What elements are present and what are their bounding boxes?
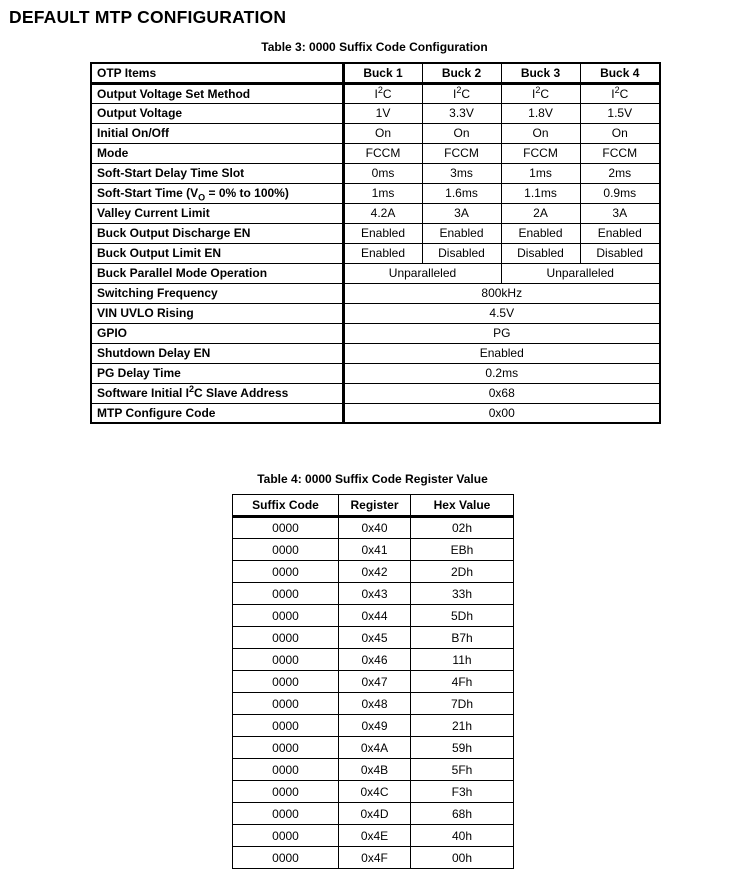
otp-item-label: Buck Parallel Mode Operation	[91, 263, 343, 283]
otp-value-cell: On	[501, 123, 580, 143]
column-header: OTP Items	[91, 63, 343, 83]
table-row	[91, 163, 660, 183]
otp-value-cell: FCCM	[501, 143, 580, 163]
otp-value-cell: 1V	[343, 103, 422, 123]
otp-value-cell: Enabled	[580, 223, 660, 243]
otp-item-label: GPIO	[91, 323, 343, 343]
table-row	[233, 517, 514, 539]
otp-item-label: Soft-Start Time ($V_O = 0\%$ to 100%)	[91, 183, 343, 203]
table-row	[233, 671, 514, 693]
otp-value-cell: 3A	[422, 203, 501, 223]
hex-value-cell: 68h	[411, 803, 514, 825]
table-row	[233, 583, 514, 605]
hex-value-cell: 4Fh	[411, 671, 514, 693]
table-row	[233, 715, 514, 737]
hex-value-cell: 5Fh	[411, 759, 514, 781]
otp-value-cell: FCCM	[343, 143, 422, 163]
hex-value-cell: 02h	[411, 517, 514, 539]
table4-body	[233, 517, 514, 869]
otp-value-cell: 4.2A	[343, 203, 422, 223]
register-cell: 0x42	[339, 561, 411, 583]
otp-value-cell: PG	[343, 323, 660, 343]
register-cell: 0x41	[339, 539, 411, 561]
column-header: Buck 2	[422, 63, 501, 83]
otp-value-cell: 3ms	[422, 163, 501, 183]
otp-item-label: Switching Frequency	[91, 283, 343, 303]
otp-item-label: Output Voltage Set Method	[91, 83, 343, 103]
otp-value-cell: $I^2C$	[422, 83, 501, 103]
column-header: Hex Value	[411, 495, 514, 517]
otp-value-cell: Enabled	[422, 223, 501, 243]
table-header-row	[91, 63, 660, 83]
hex-value-cell: 33h	[411, 583, 514, 605]
otp-value-cell: 0x68	[343, 383, 660, 403]
otp-value-cell: 0.9ms	[580, 183, 660, 203]
otp-item-label: PG Delay Time	[91, 363, 343, 383]
otp-item-label: Soft-Start Delay Time Slot	[91, 163, 343, 183]
register-cell: 0x43	[339, 583, 411, 605]
table-row	[91, 223, 660, 243]
otp-value-cell: Enabled	[343, 243, 422, 263]
table3-body	[91, 83, 660, 423]
suffix-code-cell: 0000	[233, 759, 339, 781]
otp-value-cell: Unparalleled	[343, 263, 501, 283]
register-cell: 0x40	[339, 517, 411, 539]
otp-value-cell: 1ms	[501, 163, 580, 183]
otp-value-cell: On	[580, 123, 660, 143]
suffix-code-cell: 0000	[233, 803, 339, 825]
otp-item-label: VIN UVLO Rising	[91, 303, 343, 323]
otp-item-label: Output Voltage	[91, 103, 343, 123]
register-cell: 0x4A	[339, 737, 411, 759]
otp-value-cell: Disabled	[501, 243, 580, 263]
suffix-code-cell: 0000	[233, 693, 339, 715]
register-cell: 0x4F	[339, 847, 411, 869]
suffix-code-cell: 0000	[233, 825, 339, 847]
otp-value-cell: 0.2ms	[343, 363, 660, 383]
otp-value-cell: 2ms	[580, 163, 660, 183]
table-row	[233, 759, 514, 781]
otp-item-label: Valley Current Limit	[91, 203, 343, 223]
table-row	[91, 263, 660, 283]
register-cell: 0x4D	[339, 803, 411, 825]
register-cell: 0x49	[339, 715, 411, 737]
otp-value-cell: 1.6ms	[422, 183, 501, 203]
table-row	[233, 737, 514, 759]
table-row	[233, 539, 514, 561]
otp-value-cell: 3A	[580, 203, 660, 223]
table-row	[233, 627, 514, 649]
otp-item-label: Buck Output Discharge EN	[91, 223, 343, 243]
table-header-row	[233, 495, 514, 517]
column-header: Buck 1	[343, 63, 422, 83]
table-row	[91, 323, 660, 343]
page-title: DEFAULT MTP CONFIGURATION	[9, 7, 287, 27]
otp-value-cell: Enabled	[343, 343, 660, 363]
otp-value-cell: Disabled	[422, 243, 501, 263]
table-row	[233, 649, 514, 671]
otp-value-cell: 1.1ms	[501, 183, 580, 203]
hex-value-cell: 7Dh	[411, 693, 514, 715]
otp-item-label: Buck Output Limit EN	[91, 243, 343, 263]
otp-item-label: MTP Configure Code	[91, 403, 343, 423]
table-row	[233, 605, 514, 627]
register-cell: 0x47	[339, 671, 411, 693]
register-value-table	[232, 494, 514, 869]
table-row	[91, 303, 660, 323]
suffix-code-cell: 0000	[233, 539, 339, 561]
table-row	[233, 847, 514, 869]
otp-value-cell: 3.3V	[422, 103, 501, 123]
table-row	[91, 123, 660, 143]
suffix-code-cell: 0000	[233, 517, 339, 539]
otp-item-label: Mode	[91, 143, 343, 163]
suffix-code-cell: 0000	[233, 781, 339, 803]
table-row	[91, 143, 660, 163]
otp-value-cell: On	[343, 123, 422, 143]
hex-value-cell: 40h	[411, 825, 514, 847]
otp-item-label: Shutdown Delay EN	[91, 343, 343, 363]
suffix-code-cell: 0000	[233, 583, 339, 605]
otp-value-cell: FCCM	[580, 143, 660, 163]
table-row	[233, 561, 514, 583]
register-cell: 0x45	[339, 627, 411, 649]
otp-value-cell: Enabled	[501, 223, 580, 243]
column-header: Suffix Code	[233, 495, 339, 517]
table-row	[91, 103, 660, 123]
register-cell: 0x4B	[339, 759, 411, 781]
table-row	[91, 403, 660, 423]
register-cell: 0x4C	[339, 781, 411, 803]
hex-value-cell: B7h	[411, 627, 514, 649]
table-row	[233, 781, 514, 803]
suffix-code-cell: 0000	[233, 649, 339, 671]
otp-value-cell: $I^2C$	[501, 83, 580, 103]
otp-value-cell: On	[422, 123, 501, 143]
table-row	[233, 825, 514, 847]
suffix-code-cell: 0000	[233, 627, 339, 649]
table-row	[91, 383, 660, 403]
column-header: Register	[339, 495, 411, 517]
table-row	[91, 343, 660, 363]
hex-value-cell: F3h	[411, 781, 514, 803]
register-value-section	[232, 472, 513, 869]
suffix-code-cell: 0000	[233, 737, 339, 759]
table-row	[91, 283, 660, 303]
otp-value-cell: 1.5V	[580, 103, 660, 123]
otp-configuration-table	[90, 62, 661, 424]
column-header: Buck 4	[580, 63, 660, 83]
otp-value-cell: Enabled	[343, 223, 422, 243]
table-row	[91, 83, 660, 103]
otp-value-cell: 2A	[501, 203, 580, 223]
otp-item-label: Initial On/Off	[91, 123, 343, 143]
hex-value-cell: 2Dh	[411, 561, 514, 583]
column-header: Buck 3	[501, 63, 580, 83]
otp-value-cell: 1ms	[343, 183, 422, 203]
table-row	[233, 803, 514, 825]
register-cell: 0x46	[339, 649, 411, 671]
hex-value-cell: 21h	[411, 715, 514, 737]
hex-value-cell: 5Dh	[411, 605, 514, 627]
otp-value-cell: 0x00	[343, 403, 660, 423]
register-cell: 0x44	[339, 605, 411, 627]
hex-value-cell: 00h	[411, 847, 514, 869]
otp-value-cell: FCCM	[422, 143, 501, 163]
suffix-code-cell: 0000	[233, 671, 339, 693]
register-cell: 0x4E	[339, 825, 411, 847]
hex-value-cell: 11h	[411, 649, 514, 671]
register-cell: 0x48	[339, 693, 411, 715]
table3-caption: Table 3: 0000 Suffix Code Configuration	[261, 40, 488, 54]
table-row	[91, 203, 660, 223]
otp-value-cell: Unparalleled	[501, 263, 660, 283]
otp-value-cell: 800kHz	[343, 283, 660, 303]
suffix-code-cell: 0000	[233, 715, 339, 737]
suffix-code-cell: 0000	[233, 605, 339, 627]
otp-value-cell: Disabled	[580, 243, 660, 263]
table-row	[233, 693, 514, 715]
otp-value-cell: $I^2C$	[343, 83, 422, 103]
table-row	[91, 243, 660, 263]
suffix-code-cell: 0000	[233, 847, 339, 869]
otp-item-label: Software Initial $I^2C$ Slave Address	[91, 383, 343, 403]
hex-value-cell: EBh	[411, 539, 514, 561]
otp-value-cell: $I^2C$	[580, 83, 660, 103]
table4-caption: Table 4: 0000 Suffix Code Register Value	[257, 472, 488, 486]
otp-value-cell: 4.5V	[343, 303, 660, 323]
table-row	[91, 363, 660, 383]
otp-configuration-section	[90, 40, 659, 424]
suffix-code-cell: 0000	[233, 561, 339, 583]
otp-value-cell: 0ms	[343, 163, 422, 183]
otp-value-cell: 1.8V	[501, 103, 580, 123]
hex-value-cell: 59h	[411, 737, 514, 759]
table-row	[91, 183, 660, 203]
